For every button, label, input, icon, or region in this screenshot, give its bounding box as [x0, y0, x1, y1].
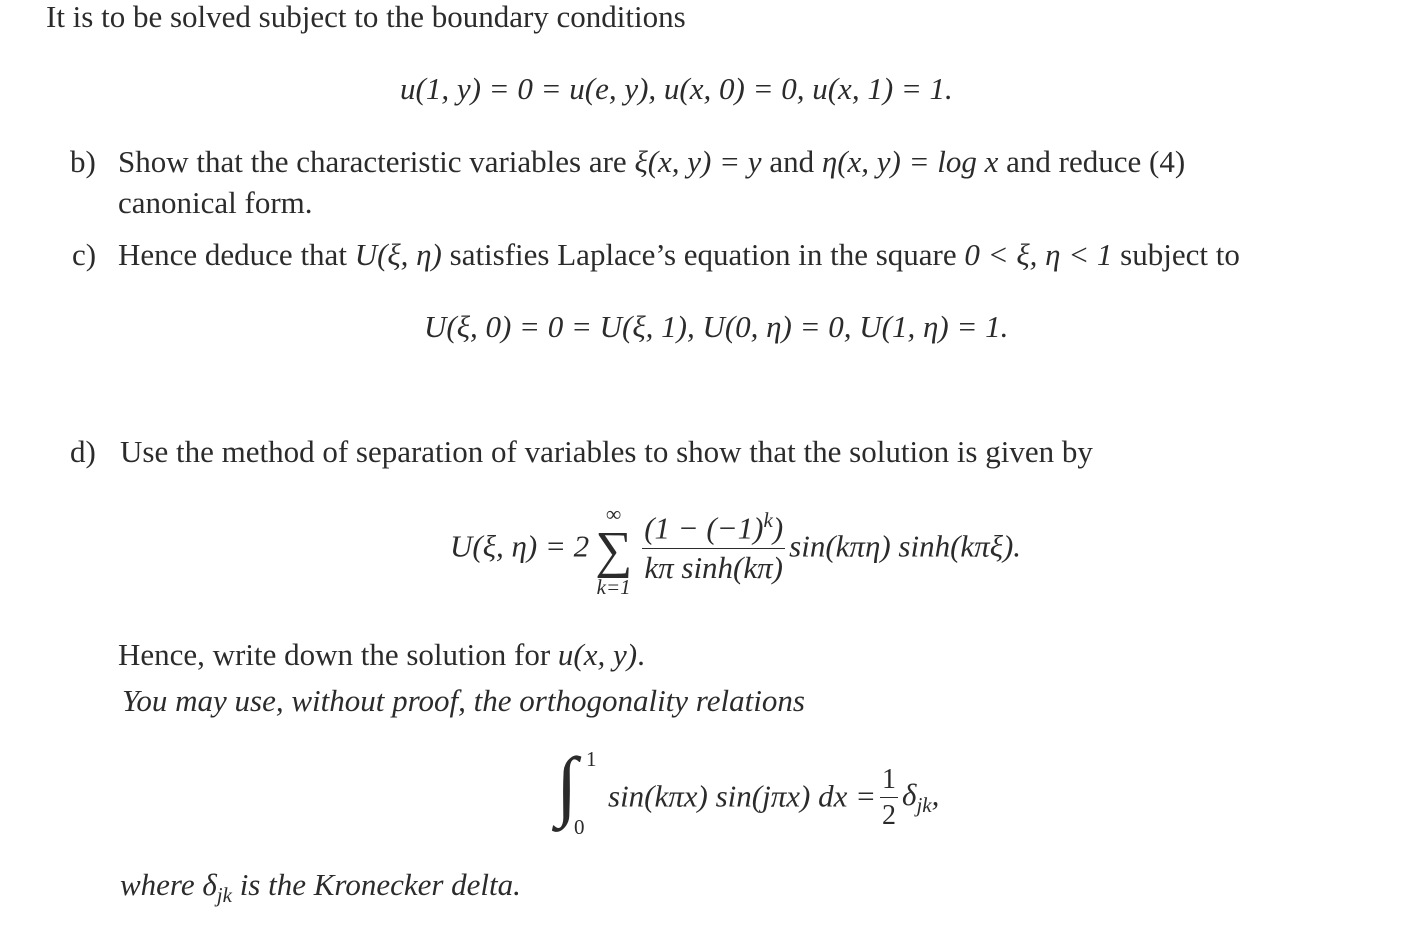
- series-lhs: U(ξ, η) = 2: [450, 528, 590, 564]
- part-b-text-pre: Show that the characteristic variables are: [118, 144, 635, 179]
- orthogonality-note: You may use, without proof, the orthogonality relations: [122, 683, 805, 718]
- square-boundary-conditions-equation: U(ξ, 0) = 0 = U(ξ, 1), U(0, η) = 0, U(1, η) = 1.: [424, 309, 1009, 344]
- part-c-label: c): [72, 237, 97, 272]
- part-b-label: b): [70, 144, 96, 179]
- integral-block: [556, 741, 600, 842]
- part-d-text: Use the method of separation of variables to show that the solution is given by: [120, 434, 1093, 469]
- part-c-domain: 0 < ξ, η < 1: [964, 237, 1113, 272]
- part-b-xi: ξ(x, y) = y: [634, 144, 762, 179]
- hence-text-pre: Hence, write down the solution for: [118, 637, 558, 672]
- hence-func: u(x, y): [557, 637, 638, 672]
- summation-block: [595, 504, 632, 598]
- part-d-label: d): [70, 434, 96, 469]
- part-c-text-post: subject to: [1112, 237, 1240, 272]
- numerator-text: (1 − (−1): [644, 509, 764, 545]
- part-b-and: and: [761, 144, 822, 179]
- part-b-line1: [118, 143, 1185, 182]
- hence-line: [118, 636, 645, 675]
- integral-lower-limit: 0: [574, 815, 585, 839]
- half-denominator: 2: [880, 797, 898, 833]
- part-b-text-post: and reduce (4): [998, 144, 1186, 179]
- series-numerator: [642, 507, 785, 548]
- delta-subscript: jk: [916, 792, 932, 817]
- sum-upper-limit: ∞: [606, 502, 622, 526]
- part-b-line2: canonical form.: [118, 185, 313, 220]
- numerator-close: ): [772, 509, 784, 545]
- integrand: sin(kπx) sin(jπx) dx =: [608, 778, 877, 814]
- half-numerator: 1: [882, 763, 897, 795]
- kronecker-delta: δ: [202, 867, 217, 902]
- integral-symbol: ∫: [556, 741, 578, 828]
- series-rhs: sin(kπη) sinh(kπξ).: [789, 528, 1022, 564]
- part-c-text-mid: satisfies Laplace’s equation in the square: [441, 237, 965, 272]
- half-fraction: [880, 762, 898, 833]
- integral-trailing-comma: ,: [931, 776, 940, 812]
- series-fraction: [642, 507, 785, 588]
- integral-upper-limit: 1: [586, 747, 597, 771]
- numerator-exponent: k: [763, 507, 773, 532]
- kronecker-subscript: jk: [216, 883, 232, 908]
- sigma-symbol: ∑: [595, 522, 633, 579]
- sum-lower-limit: k=1: [596, 575, 631, 599]
- part-c-text-pre: Hence deduce that: [118, 237, 355, 272]
- part-c-line: [118, 236, 1240, 275]
- series-denominator: kπ sinh(kπ): [642, 548, 785, 588]
- kronecker-note: [120, 866, 521, 908]
- intro-text: It is to be solved subject to the boundary conditions: [46, 0, 686, 34]
- part-b-eta: η(x, y) = log x: [821, 144, 999, 179]
- kronecker-post: is the Kronecker delta.: [231, 867, 521, 902]
- orthogonality-integral-equation: [556, 741, 940, 842]
- boundary-conditions-equation: u(1, y) = 0 = u(e, y), u(x, 0) = 0, u(x, 1) = 1.: [400, 71, 953, 106]
- kronecker-pre: where: [120, 867, 203, 902]
- delta-symbol: δ: [902, 776, 917, 812]
- delta-jk: [902, 776, 940, 817]
- hence-text-post: .: [637, 637, 645, 672]
- part-c-func: U(ξ, η): [354, 237, 442, 272]
- series-solution-equation: [450, 500, 1022, 599]
